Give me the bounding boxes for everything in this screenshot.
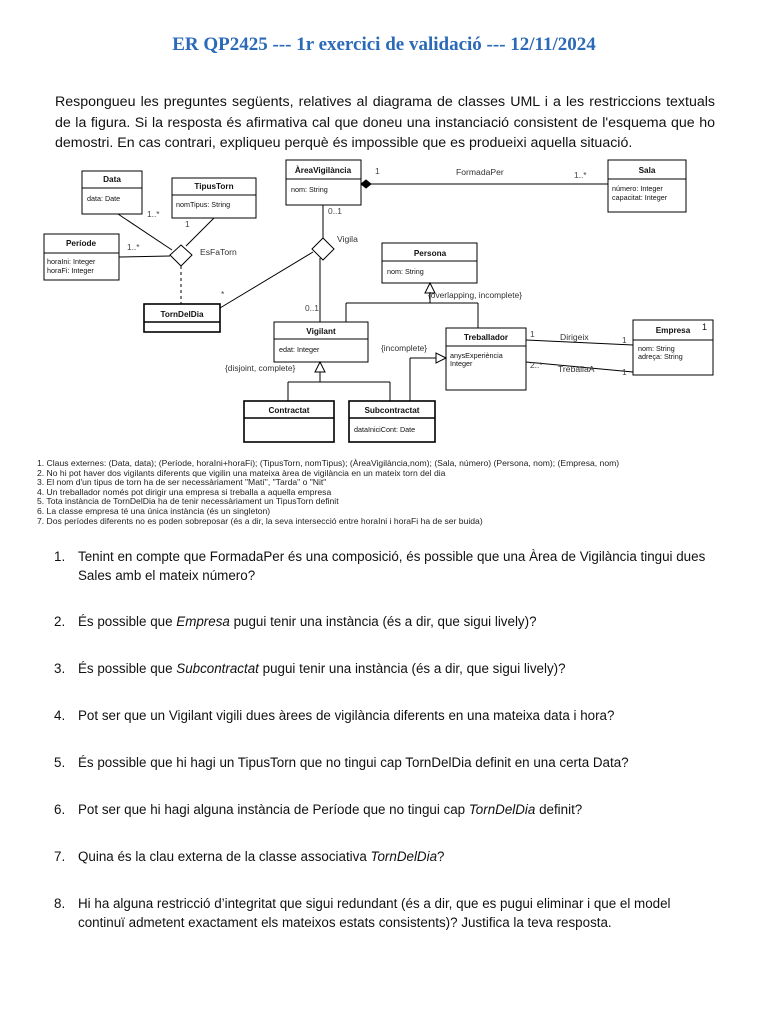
intro-paragraph: Respongueu les preguntes següents, relatives al diagrama de classes UML i a les restriccions textuals de la figura. Si la resposta és afirmativa cal que doneu una instanciació consistent de l'esquema que ho demostri. En cas contrari, expliqueu perquè és impossible que es produeixi aquella situació. bbox=[55, 94, 715, 151]
class-empresa-attr2: adreça: String bbox=[638, 352, 683, 361]
constraint-item: 5. Tota instància de TornDelDia ha de tenir necessàriament un TipusTorn definit bbox=[37, 496, 339, 507]
question-number: 1. bbox=[54, 549, 66, 564]
class-periode-attr2: horaFi: Integer bbox=[47, 266, 94, 275]
mult-dirigeix-treb: 1 bbox=[530, 329, 535, 339]
class-area-attr: nom: String bbox=[291, 185, 328, 194]
mult-dirigeix-emp: 1 bbox=[622, 335, 627, 345]
treballador-gen-arrow bbox=[436, 353, 446, 363]
document-title: ER QP2425 --- 1r exercici de validació --- 12/11/2024 bbox=[172, 34, 596, 55]
question-number: 5. bbox=[54, 755, 66, 770]
class-sala-name: Sala bbox=[638, 166, 656, 175]
class-treballador-attr1: anysExperiència bbox=[450, 351, 503, 360]
class-torndeldia-name: TornDelDia bbox=[160, 310, 204, 319]
label-vigila: Vigila bbox=[337, 234, 358, 244]
mult-sala-area: 1..* bbox=[574, 170, 587, 180]
class-persona-attr: nom: String bbox=[387, 267, 424, 276]
question-number: 3. bbox=[54, 661, 66, 676]
label-persona-gen: {overlapping, incomplete} bbox=[428, 290, 523, 300]
class-tipustorn-attr: nomTipus: String bbox=[176, 200, 231, 209]
esfatorn-link-tipus bbox=[186, 218, 214, 246]
constraint-item: 4. Un treballador només pot dirigir una empresa si treballa a aquella empresa bbox=[37, 486, 332, 497]
question-item bbox=[54, 894, 716, 932]
question-item bbox=[54, 659, 716, 678]
vigila-diamond bbox=[312, 238, 334, 260]
question-text: Pot ser que hi hagi alguna instància de Període que no tingui cap TornDelDia definit? bbox=[78, 802, 583, 817]
class-vigilant-name: Vigilant bbox=[306, 327, 336, 336]
mult-torn: * bbox=[221, 289, 225, 299]
constraint-item: 1. Claus externes: (Data, data); (Període, horaIni+horaFi); (TipusTorn, nomTipus); (ÀreaVigilància,nom); (Sala, número) (Persona, nom); (Empresa, nom) bbox=[37, 458, 620, 468]
question-text: És possible que hi hagi un TipusTorn que no tingui cap TornDelDia definit en una certa Data? bbox=[78, 755, 629, 770]
mult-treballa-treb: 2..* bbox=[530, 360, 543, 370]
mult-data: 1..* bbox=[147, 209, 160, 219]
empresa-singleton-mult: 1 bbox=[702, 322, 708, 332]
label-dirigeix: Dirigeix bbox=[560, 332, 589, 342]
mult-area-vigila: 0..1 bbox=[328, 206, 342, 216]
question-item bbox=[54, 800, 716, 819]
uml-class-diagram bbox=[0, 150, 768, 460]
class-contractat-name: Contractat bbox=[268, 406, 310, 415]
class-empresa-attr1: nom: String bbox=[638, 344, 675, 353]
label-formadaper: FormadaPer bbox=[456, 167, 504, 177]
constraints-list bbox=[37, 459, 737, 526]
question-number: 7. bbox=[54, 849, 66, 864]
class-area-name: ÀreaVigilància bbox=[294, 166, 352, 175]
esfatorn-diamond bbox=[170, 245, 192, 266]
constraint-item: 7. Dos períodes diferents no es poden sobreposar (és a dir, la seva intersecció entre horaIni i horaFi ha de ser buida) bbox=[37, 515, 483, 526]
mult-vigilant-vigila: 0..1 bbox=[305, 303, 319, 313]
esfatorn-link-periode bbox=[119, 256, 170, 257]
class-vigilant-attr: edat: Integer bbox=[279, 345, 320, 354]
class-data-attr: data: Date bbox=[87, 194, 121, 203]
label-treballador-gen: {incomplete} bbox=[381, 343, 428, 353]
question-number: 2. bbox=[54, 614, 66, 629]
composition-diamond bbox=[361, 180, 371, 188]
label-esfatorn: EsFaTorn bbox=[200, 247, 237, 257]
question-number: 4. bbox=[54, 708, 66, 723]
constraint-item: 3. El nom d'un tipus de torn ha de ser necessàriament "Matí", "Tarda" o "Nit" bbox=[37, 477, 327, 488]
vigila-link-torn bbox=[220, 252, 313, 308]
question-item bbox=[54, 612, 716, 631]
class-treballador-attr2: Integer bbox=[450, 359, 473, 368]
constraint-item: 6. La classe empresa té una única instància (és un singleton) bbox=[37, 505, 271, 516]
label-treballaa: TreballaA bbox=[558, 364, 595, 374]
label-vigilant-gen: {disjoint, complete} bbox=[225, 363, 296, 373]
question-item bbox=[54, 847, 716, 866]
question-item bbox=[54, 547, 716, 585]
question-text: Hi ha alguna restricció d’integritat que sigui redundant (és a dir, que es pugui eliminar i que el model continuï admetent exactament els mateixos estats consistents)? Justifica la teva resposta. bbox=[78, 896, 671, 930]
class-persona-name: Persona bbox=[413, 249, 447, 258]
class-subcontractat-attr: dataIniciCont: Date bbox=[354, 425, 416, 434]
mult-tipus: 1 bbox=[185, 219, 190, 229]
class-periode-name: Període bbox=[65, 239, 97, 248]
question-text: Pot ser que un Vigilant vigili dues àrees de vigilància diferents en una mateixa data i hora? bbox=[78, 708, 615, 723]
question-number: 6. bbox=[54, 802, 66, 817]
mult-treballa-emp: 1 bbox=[622, 367, 627, 377]
question-text: És possible que Subcontractat pugui tenir una instància (és a dir, que sigui lively)? bbox=[78, 661, 566, 676]
class-periode-attr1: horaIni: Integer bbox=[47, 257, 96, 266]
question-text: És possible que Empresa pugui tenir una instància (és a dir, que sigui lively)? bbox=[78, 614, 537, 629]
class-sala-attr1: número: Integer bbox=[612, 184, 663, 193]
vigilant-gen-arrow bbox=[315, 362, 325, 372]
class-tipustorn-name: TipusTorn bbox=[194, 182, 234, 191]
mult-area-sala: 1 bbox=[375, 166, 380, 176]
class-sala-attr2: capacitat: Integer bbox=[612, 193, 668, 202]
constraint-item: 2. No hi pot haver dos vigilants diferents que vigilin una mateixa àrea de vigilància en un mateix torn del dia bbox=[37, 467, 446, 478]
class-data-name: Data bbox=[103, 175, 121, 184]
class-empresa-name: Empresa bbox=[655, 326, 691, 335]
question-item bbox=[54, 706, 716, 725]
class-treballador-name: Treballador bbox=[463, 333, 509, 342]
question-text: Quina és la clau externa de la classe associativa TornDelDia? bbox=[78, 849, 445, 864]
mult-periode: 1..* bbox=[127, 242, 140, 252]
question-number: 8. bbox=[54, 896, 66, 911]
class-subcontractat-name: Subcontractat bbox=[364, 406, 420, 415]
question-item bbox=[54, 753, 716, 772]
question-text: Tenint en compte que FormadaPer és una composició, és possible que una Àrea de Vigilància tingui dues Sales amb el mateix número? bbox=[78, 549, 706, 583]
